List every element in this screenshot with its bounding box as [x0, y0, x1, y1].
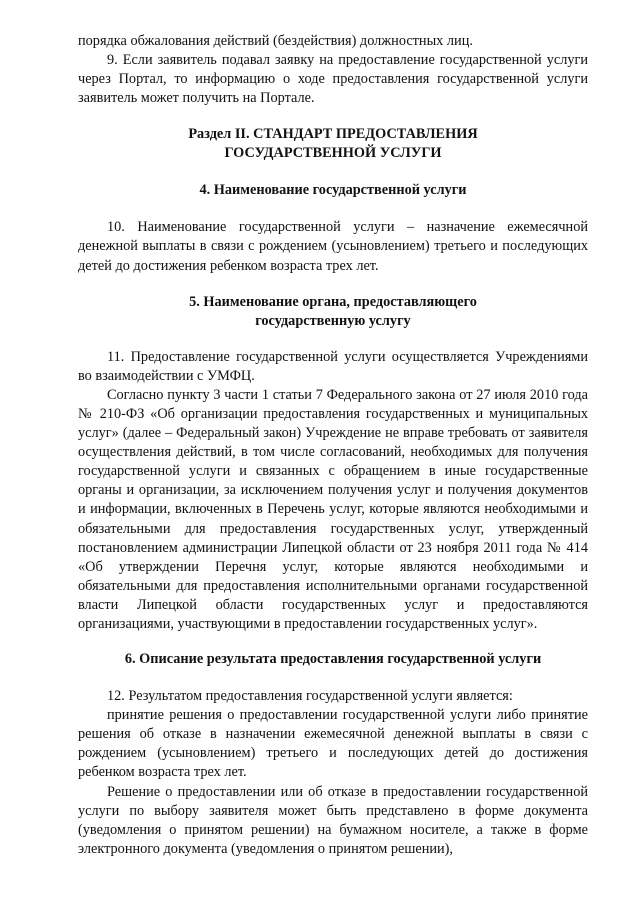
heading-5: [78, 293, 588, 331]
paragraph-12-decision: принятие решения о предоставлении государственной услуги либо принятие решения об отказе в назначении ежемесячной денежной выплаты в связи с рождением (усыновлением) третьего и последующих детей до достижения ребенком возраста трех лет.: [78, 707, 588, 781]
heading-6: 6. Описание результата предоставления государственной услуги: [124, 651, 542, 668]
paragraph-10: 10. Наименование государственной услуги – назначение ежемесячной денежной выплаты в связи с рождением (усыновлением) третьего и последующих детей до достижения ребенком возраста трех лет.: [78, 219, 588, 274]
section-title-line2: ГОСУДАРСТВЕННОЙ УСЛУГИ: [224, 145, 442, 162]
heading-4: 4. Наименование государственной услуги: [199, 182, 467, 199]
section-title: [78, 125, 588, 163]
paragraph-appeal-tail: порядка обжалования действий (бездействия) должностных лиц.: [78, 33, 473, 49]
section-title-line1: Раздел II. СТАНДАРТ ПРЕДОСТАВЛЕНИЯ: [188, 126, 478, 143]
paragraph-12: 12. Результатом предоставления государственной услуги является:: [107, 688, 513, 705]
paragraph-9: 9. Если заявитель подавал заявку на предоставление государственной услуги через Портал, то информацию о ходе предоставления государственной услуги заявитель может получить на Портале.: [78, 52, 588, 107]
paragraph-11-federal-law: Согласно пункту 3 части 1 статьи 7 Федерального закона от 27 июля 2010 года № 210-ФЗ «Об организации предоставления государственных и муниципальных услуг» (далее – Федеральный закон) Учреждение не вправе требовать от заявителя осуществления действий, в том числе согласований, необходимых для получения государственной услуги и связанных с обращением в иные государственные органы и организации, за исключением получения услуг и получения документов и информации, включенных в Перечень услуг, которые являются необходимыми и обязательными для предоставления государственных услуг, утвержденный постановлением администрации Липецкой области от 23 ноября 2011 года № 414 «Об утверждении Перечня услуг, которые являются необходимыми и обязательными для предоставления исполнительными органами государственной власти Липецкой области государственных услуг и предоставляются организациями, участвующими в предоставлении государственных услуг».: [78, 386, 588, 632]
paragraph-11: 11. Предоставление государственной услуги осуществляется Учреждениями во взаимодействии с УМФЦ.: [78, 348, 588, 384]
heading-5-line1: 5. Наименование органа, предоставляющего: [189, 293, 477, 310]
paragraph-12-form: Решение о предоставлении или об отказе в предоставлении государственной услуги по выбору заявителя может быть представлено в форме документа (уведомления о принятом решении) на бумажном носителе, а также в форме электронного документа (уведомления о принятом решении),: [78, 783, 588, 857]
heading-5-line2: государственную услугу: [255, 312, 411, 329]
